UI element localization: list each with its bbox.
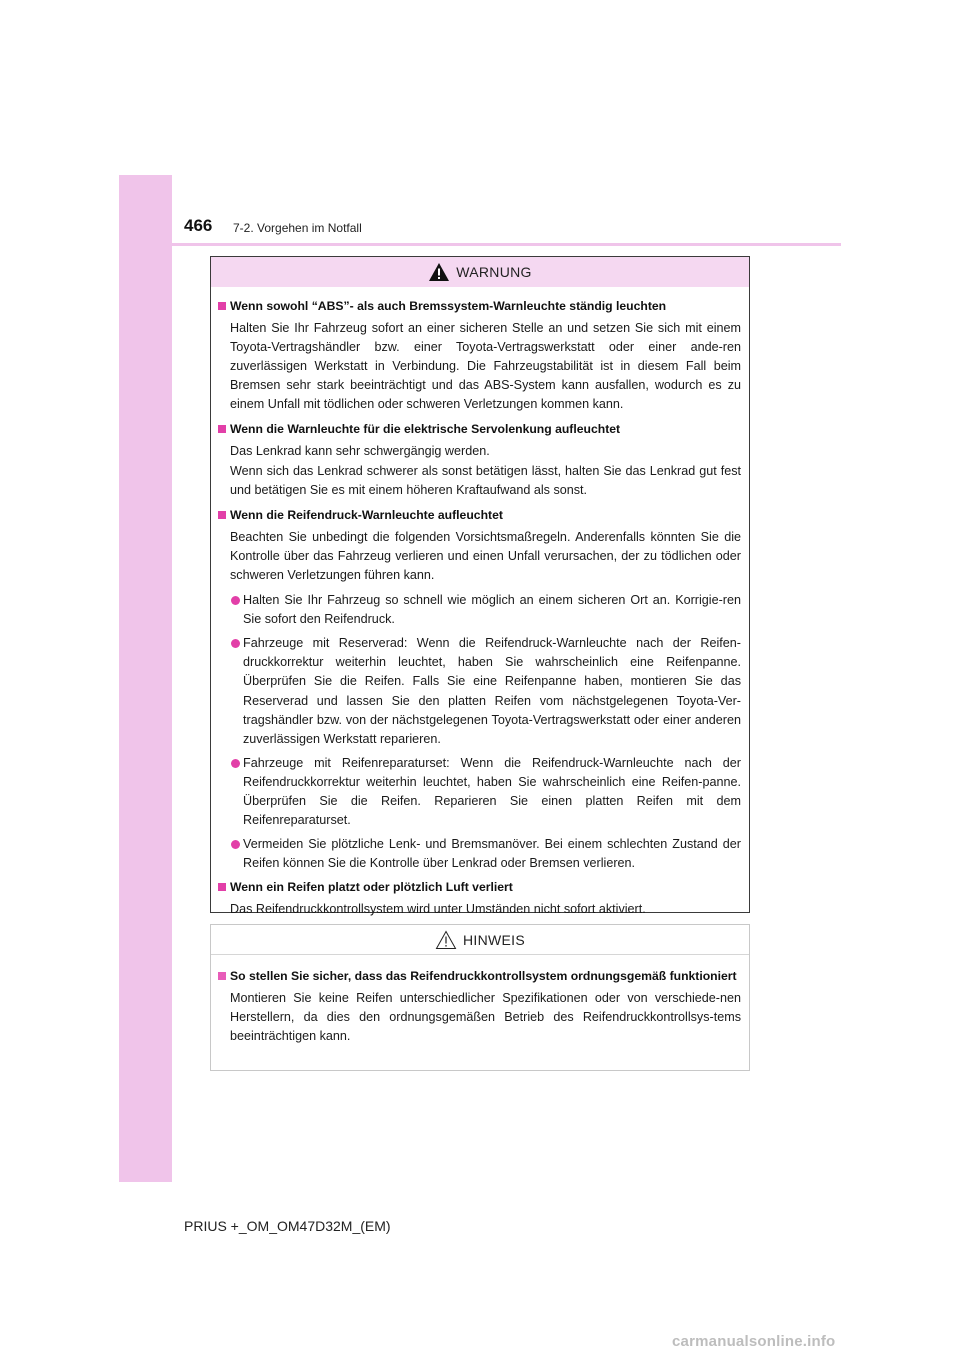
- round-bullet-icon: [231, 840, 240, 849]
- square-bullet-icon: [218, 972, 226, 980]
- watermark: carmanualsonline.info: [672, 1333, 836, 1350]
- warning-box: [210, 256, 750, 917]
- list-item: Vermeiden Sie plötzliche Lenk- und Bremsmanöver. Bei einem schlechten Zustand der Reifen können Sie die Kontrolle über Lenkrad oder Bremsen verlieren.: [218, 835, 741, 873]
- document-code: PRIUS +_OM_OM47D32M_(EM): [184, 1218, 391, 1234]
- notice-header: [211, 925, 749, 955]
- list-item: Halten Sie Ihr Fahrzeug so schnell wie möglich an einem sicheren Ort an. Korrigie-ren Sie sofort den Reifendruck.: [218, 591, 741, 629]
- notice-box: [210, 924, 750, 1071]
- square-bullet-icon: [218, 511, 226, 519]
- warning-text-abs: Halten Sie Ihr Fahrzeug sofort an einer sicheren Stelle an und setzen Sie sich mit einem Toyota-Vertragshändler bzw. einer Toyota-Vertragswerkstatt oder einer ande-ren zuverlässigen Werkstatt in Verbindung. Die Fahrzeugstabilität ist in diesem Fall beim Bremsen sehr stark beeinträchtigt und das ABS-System kann ausfallen, wodurch es zu einem Unfall mit tödlichen oder schweren Verletzungen kommen kann.: [230, 321, 741, 412]
- warning-heading-tire-burst: Wenn ein Reifen platzt oder plötzlich Luft verliert: [218, 878, 741, 897]
- warning-heading-tire-pressure: Wenn die Reifendruck-Warnleuchte aufleuchtet: [218, 506, 741, 525]
- header-rule: [119, 243, 841, 246]
- warning-header: [211, 257, 749, 287]
- warning-heading-abs: Wenn sowohl “ABS”- als auch Bremssystem-Warnleuchte ständig leuchten: [218, 297, 741, 316]
- warning-text-steering: Das Lenkrad kann sehr schwergängig werden. Wenn sich das Lenkrad schwerer als sonst betätigen lässt, halten Sie das Lenkrad gut fest und betätigen Sie es mit einem höheren Kraftaufwand als sonst.: [230, 444, 741, 497]
- warning-triangle-icon: [428, 262, 450, 282]
- notice-text: Montieren Sie keine Reifen unterschiedlicher Spezifikationen oder von verschiede-nen Herstellern, da dies den ordnungsgemäßen Betrieb des Reifendruckkontrollsys-tems beeinträchtigen kann.: [230, 991, 741, 1044]
- notice-heading: So stellen Sie sicher, dass das Reifendruckkontrollsystem ordnungsgemäß funktioniert: [218, 967, 741, 986]
- square-bullet-icon: [218, 883, 226, 891]
- round-bullet-icon: [231, 759, 240, 768]
- warning-text-tire-burst: Das Reifendruckkontrollsystem wird unter Umständen nicht sofort aktiviert.: [230, 902, 646, 917]
- page-number: 466: [184, 216, 213, 235]
- section-title: 7-2. Vorgehen im Notfall: [233, 221, 362, 235]
- notice-label: HINWEIS: [463, 931, 525, 948]
- round-bullet-icon: [231, 639, 240, 648]
- warning-heading-steering: Wenn die Warnleuchte für die elektrische Servolenkung aufleuchtet: [218, 420, 741, 439]
- round-bullet-icon: [231, 596, 240, 605]
- side-band: [119, 175, 172, 1182]
- caution-triangle-outline-icon: [435, 930, 457, 950]
- warning-text-tire-pressure: Beachten Sie unbedingt die folgenden Vorsichtsmaßregeln. Anderenfalls könnten Sie die Kontrolle über das Fahrzeug verlieren und einen Unfall verursachen, der zu tödlichen oder schweren Verletzungen führen kann.: [230, 529, 741, 582]
- list-item: Fahrzeuge mit Reifenreparaturset: Wenn die Reifendruck-Warnleuchte nach der Reifendruckkorrektur weiterhin leuchtet, haben Sie wahrscheinlich eine Reifen-panne. Überprüfen Sie die Reifen. Reparieren Sie einen platten Reifen mit dem Reifenreparaturset.: [218, 754, 741, 830]
- square-bullet-icon: [218, 425, 226, 433]
- list-item: Fahrzeuge mit Reserverad: Wenn die Reifendruck-Warnleuchte nach der Reifen-druckkorrektur weiterhin leuchtet, haben Sie wahrscheinlich eine Reifenpanne. Überprüfen Sie die Reifen. Falls Sie eine Reifenpanne haben, montieren Sie das Reserverad und lassen Sie den platten Reifen vom nächstgelegenen Toyota-Ver-tragshändler bzw. von der nächstgelegenen Toyota-Vertragswerkstatt oder einer anderen zuverlässigen Werkstatt reparieren.: [218, 634, 741, 749]
- square-bullet-icon: [218, 302, 226, 310]
- warning-label: WARNUNG: [456, 264, 532, 280]
